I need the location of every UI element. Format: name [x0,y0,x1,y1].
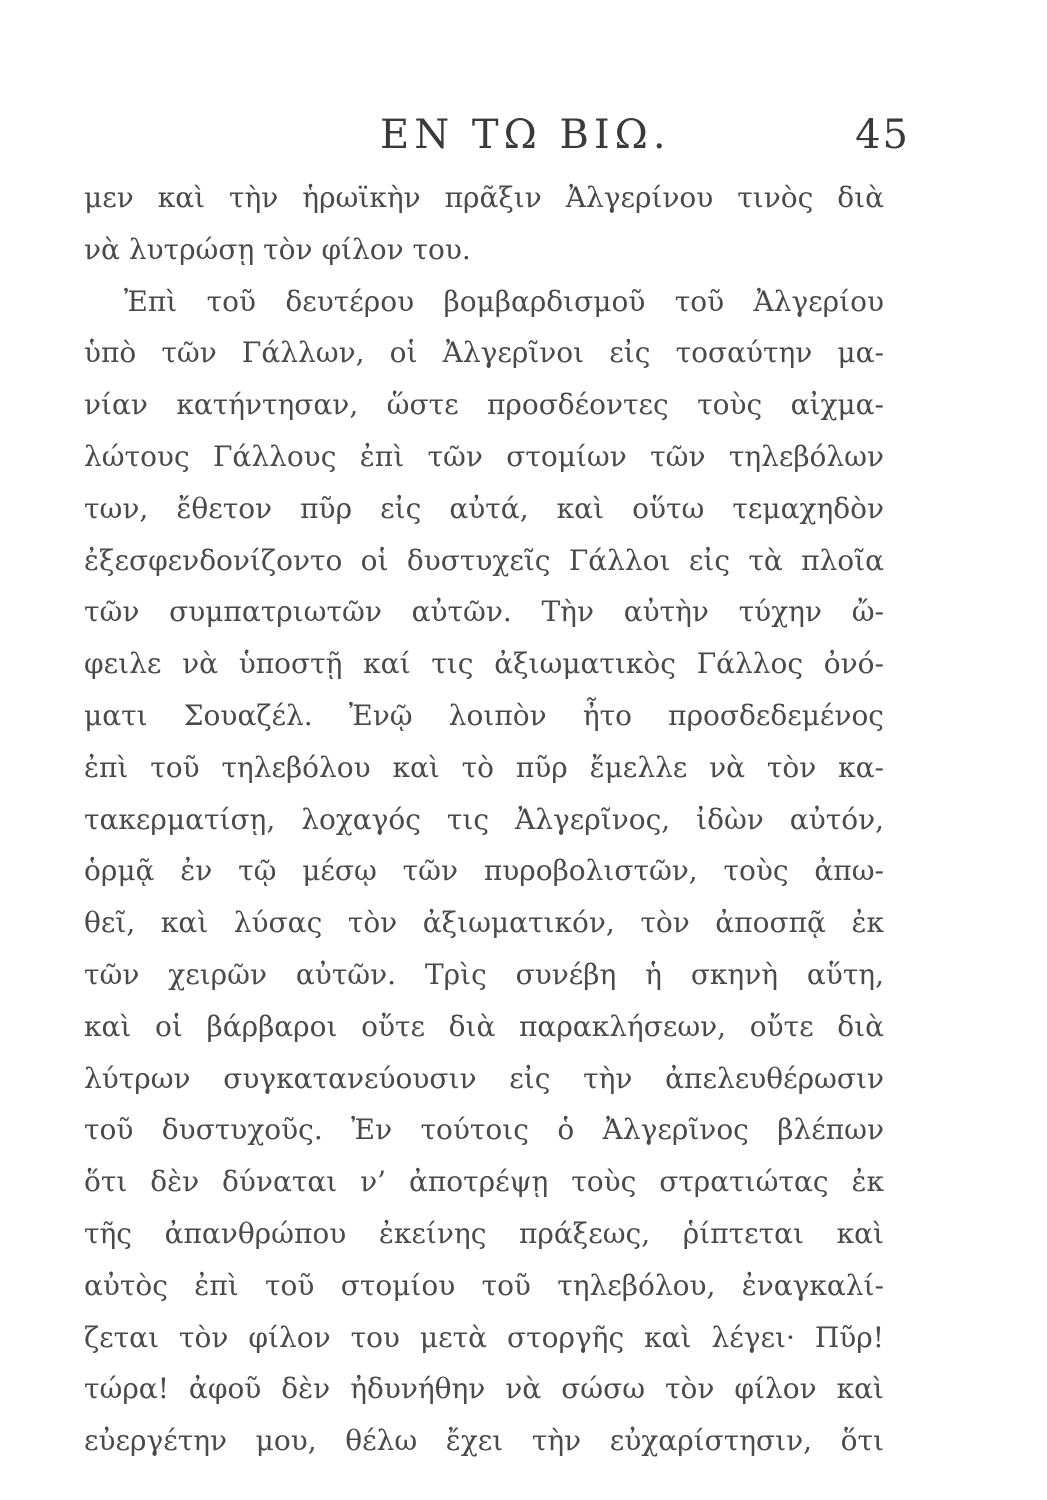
text-line: τῶν συμπατριωτῶν αὐτῶν. Τὴν αὐτὴν τύχην ὤ- [84,595,884,629]
text-line: νίαν κατήντησαν, ὥστε προσδέοντες τοὺς αἰχμα- [84,388,884,422]
text-line: ὑπὸ τῶν Γάλλων, οἱ Ἀλγερῖνοι εἰς τοσαύτην μα- [84,336,884,370]
page-number: 45 [855,112,910,158]
text-line: τακερματίσῃ, λοχαγός τις Ἀλγερῖνος, ἰδὼν αὐτόν, [84,802,884,836]
text-line: τοῦ δυστυχοῦς. Ἐν τούτοις ὁ Ἀλγερῖνος βλέπων [84,1113,884,1147]
text-line: ὅτι δὲν δύναται ν’ ἀποτρέψῃ τοὺς στρατιώτας ἐκ [84,1165,884,1199]
text-line: ὁρμᾷ ἐν τῷ μέσῳ τῶν πυροβολιστῶν, τοὺς ἀπω- [84,854,884,888]
text-line: Ἐπὶ τοῦ δευτέρου βομβαρδισμοῦ τοῦ Ἀλγερίου [124,284,884,318]
text-line: ματι Σουαζέλ. Ἐνῷ λοιπὸν ἦτο προσδεδεμένος [84,698,884,732]
text-line: θεῖ, καὶ λύσας τὸν ἀξιωματικόν, τὸν ἀποσπᾷ ἐκ [84,906,884,940]
text-line: τῆς ἀπανθρώπου ἐκείνης πράξεως, ῥίπτεται καὶ [84,1216,884,1250]
text-line: των, ἔθετον πῦρ εἰς αὐτά, καὶ οὕτω τεμαχηδὸν [84,491,884,525]
text-line: ἐξεσφενδονίζοντο οἱ δυστυχεῖς Γάλλοι εἰς τὰ πλοῖα [84,543,884,577]
text-line: λώτους Γάλλους ἐπὶ τῶν στομίων τῶν τηλεβόλων [84,439,884,473]
text-line: τῶν χειρῶν αὐτῶν. Τρὶς συνέβη ἡ σκηνὴ αὕτη, [84,957,884,991]
text-line: ἐπὶ τοῦ τηλεβόλου καὶ τὸ πῦρ ἔμελλε νὰ τὸν κα- [84,750,884,784]
text-line: καὶ οἱ βάρβαροι οὔτε διὰ παρακλήσεων, οὔτε διὰ [84,1009,884,1043]
text-line: ζεται τὸν φίλον του μετὰ στοργῆς καὶ λέγει· Πῦρ! [84,1320,884,1354]
text-line: νὰ λυτρώσῃ τὸν φίλον του. [84,232,471,266]
text-line: εὐεργέτην μου, θέλω ἔχει τὴν εὐχαρίστησιν, ὅτι [84,1424,884,1458]
body-text [84,172,884,1467]
running-head [90,112,910,164]
text-line: τώρα! ἀφοῦ δὲν ἠδυνήθην νὰ σώσω τὸν φίλον καὶ [84,1372,884,1406]
text-line: αὐτὸς ἐπὶ τοῦ στομίου τοῦ τηλεβόλου, ἐναγκαλί- [84,1268,884,1302]
text-line: μεν καὶ τὴν ἡρωϊκὴν πρᾶξιν Ἀλγερίνου τινὸς διὰ [84,181,884,214]
text-line: φειλε νὰ ὑποστῇ καί τις ἀξιωματικὸς Γάλλος ὀνό- [84,647,884,681]
text-line: λύτρων συγκατανεύουσιν εἰς τὴν ἀπελευθέρωσιν [84,1061,884,1095]
running-title: ΕΝ ΤΩ ΒΙΩ. [380,112,671,158]
